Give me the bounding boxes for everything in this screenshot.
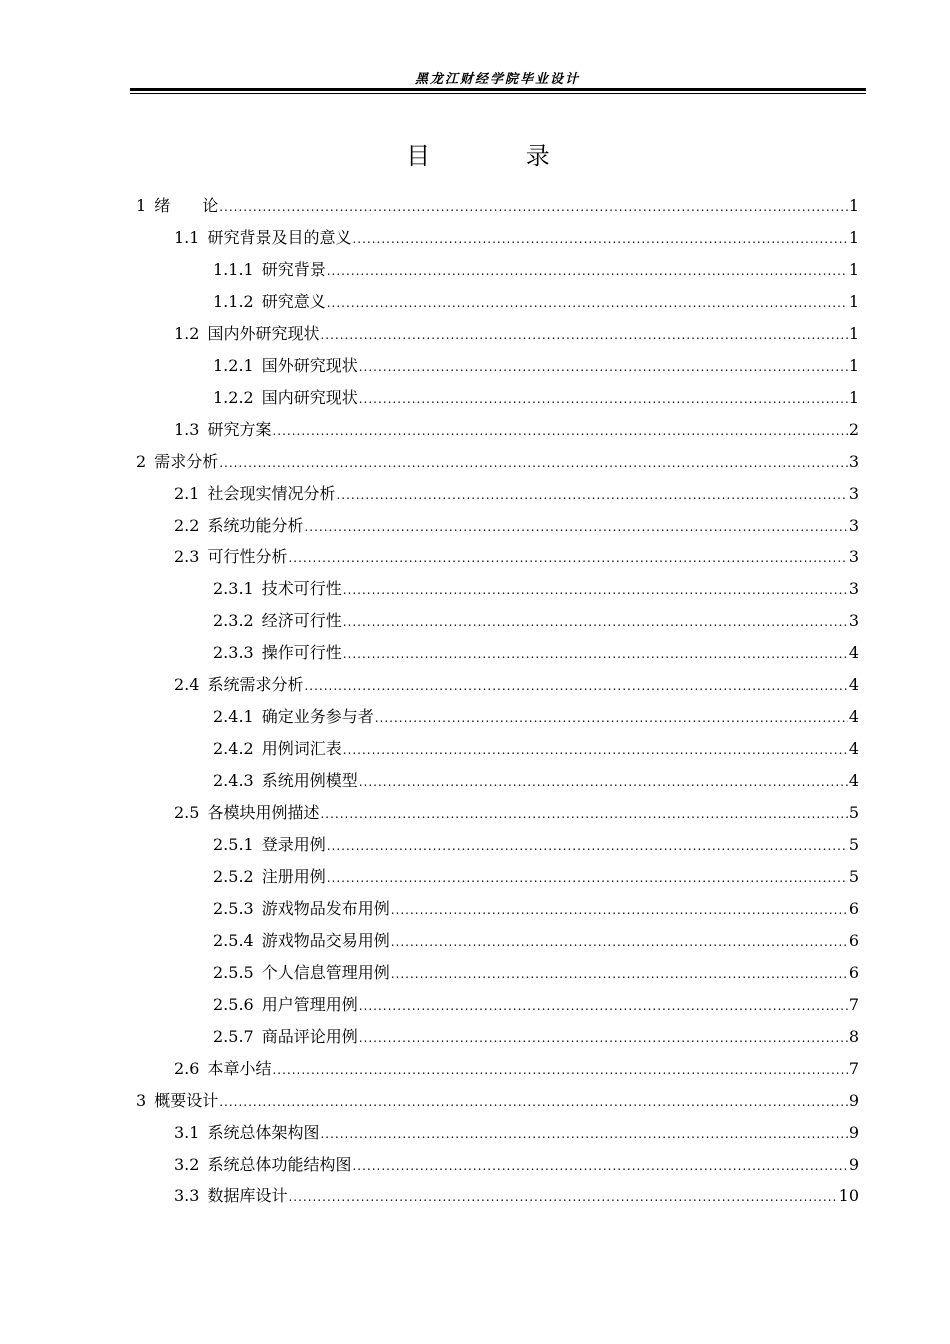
toc-entry[interactable] [174,414,859,446]
toc-entry[interactable] [213,286,859,318]
toc-dot-leader [327,862,848,894]
toc-entry-page: 5 [848,803,859,823]
toc-entry-title: 确定业务参与者 [261,707,374,727]
toc-entry-page: 9 [848,1122,859,1142]
toc-entry[interactable] [213,765,859,797]
toc-dot-leader [359,766,848,798]
toc-entry[interactable] [213,637,859,669]
toc-entry[interactable] [213,989,859,1021]
toc-entry-number: 2.4.2 [213,739,254,759]
toc-dot-leader [343,638,848,670]
toc-entry[interactable] [174,1180,859,1212]
toc-entry-page: 9 [848,1154,859,1174]
toc-entry-page: 1 [848,196,859,215]
toc-entry-title: 需求分析 [154,451,219,471]
toc-entry-number: 1.1.2 [213,291,254,311]
toc-entry-number: 3 [136,1090,147,1110]
toc-entry-number: 2.5.6 [213,994,254,1014]
toc-dot-leader [375,702,848,734]
toc-entry-number: 2.5.5 [213,962,254,982]
toc-entry-page: 3 [848,611,859,631]
toc-entry-number: 2.5.3 [213,898,254,918]
toc-entry-title: 系统总体架构图 [207,1122,320,1142]
toc-entry-number: 2.5.7 [213,1026,254,1046]
toc-entry-title: 技术可行性 [261,579,342,599]
toc-entry[interactable] [174,510,859,542]
toc-dot-leader [352,223,847,255]
toc-entry-title: 概要设计 [154,1090,219,1110]
toc-entry[interactable] [174,1149,859,1181]
toc-entry-number: 2.3.2 [213,611,254,631]
toc-entry-title: 国内研究现状 [261,387,358,407]
toc-entry[interactable] [174,797,859,829]
toc-entry-number: 1.2 [174,323,200,343]
toc-entry-title: 系统总体功能结构图 [207,1154,352,1174]
toc-entry-page: 4 [848,675,859,695]
toc-dot-leader [219,1086,848,1118]
toc-entry-number: 2.6 [174,1058,200,1078]
toc-entry-page: 10 [838,1186,859,1206]
toc-dot-leader [219,447,848,479]
toc-dot-leader [391,926,848,958]
toc-dot-leader [320,319,847,351]
toc-entry-page: 9 [848,1090,859,1110]
toc-entry-number: 3.1 [174,1122,200,1142]
toc-entry[interactable] [213,1021,859,1053]
toc-entry[interactable] [213,350,859,382]
toc-entry-number: 1 [136,196,147,215]
toc-entry[interactable] [174,318,859,350]
toc-entry-number: 1.2.1 [213,355,254,375]
toc-entry-title: 注册用例 [261,866,326,886]
toc-entry-number: 2.5.2 [213,866,254,886]
toc-dot-leader [359,351,848,383]
toc-entry-page: 3 [848,547,859,567]
toc-dot-leader [272,1054,847,1086]
toc-dot-leader [391,894,848,926]
toc-entry-title: 商品评论用例 [261,1026,358,1046]
toc-entry-title: 数据库设计 [207,1186,288,1206]
toc-entry-page: 1 [848,323,859,343]
toc-dot-leader [304,670,847,702]
toc-entry-title: 系统功能分析 [207,515,304,535]
toc-entry[interactable] [213,861,859,893]
toc-entry[interactable] [174,1053,859,1085]
toc-entry-page: 6 [848,930,859,950]
toc-entry[interactable] [213,893,859,925]
toc-entry-title: 本章小结 [207,1058,272,1078]
toc-dot-leader [336,479,847,511]
toc-entry-page: 7 [848,994,859,1014]
toc-dot-leader [359,990,848,1022]
toc-entry[interactable] [213,701,859,733]
toc-entry-title: 研究背景及目的意义 [207,227,352,247]
toc-entry-page: 5 [848,866,859,886]
toc-dot-leader [272,415,847,447]
toc-entry[interactable] [213,829,859,861]
toc-entry-page: 1 [848,291,859,311]
toc-entry[interactable] [213,605,859,637]
toc-entry[interactable] [174,222,859,254]
toc-entry-number: 2.5.1 [213,835,254,854]
toc-entry[interactable] [213,925,859,957]
toc-entry-page: 1 [848,227,859,247]
toc-entry-page: 5 [848,835,859,854]
toc-entry-page: 8 [848,1026,859,1046]
toc-entry-title: 经济可行性 [261,611,342,631]
toc-entry-title: 研究意义 [261,291,326,311]
toc-dot-leader [343,606,848,638]
toc-entry-page: 3 [848,483,859,503]
toc-entry-title: 研究方案 [207,419,272,439]
toc-entry-title: 游戏物品发布用例 [261,898,390,918]
toc-entry[interactable] [213,957,859,989]
toc-entry-number: 1.2.2 [213,387,254,407]
toc-entry-number: 2.4 [174,675,200,695]
toc-entry[interactable] [213,382,859,414]
toc-entry[interactable] [174,541,859,573]
toc-entry-number: 2.3.3 [213,643,254,663]
toc-entry-number: 1.1 [174,227,200,247]
toc-entry-page: 6 [848,962,859,982]
toc-dot-leader [288,542,847,574]
toc-entry-number: 1.1.1 [213,259,254,279]
toc-entry-title: 各模块用例描述 [207,803,320,823]
toc-entry-page: 6 [848,898,859,918]
toc-entry-title: 国内外研究现状 [207,323,320,343]
toc-entry-number: 1.3 [174,419,200,439]
toc-entry-page: 1 [848,259,859,279]
toc-entry-title: 社会现实情况分析 [207,483,336,503]
toc-entry-title: 用户管理用例 [261,994,358,1014]
toc-dot-leader [327,830,848,862]
toc-entry-title: 操作可行性 [261,643,342,663]
toc-entry-title: 登录用例 [261,835,326,854]
toc-dot-leader [327,255,848,287]
toc-entry-title: 国外研究现状 [261,355,358,375]
toc-dot-leader [352,1150,847,1182]
toc-entry[interactable] [136,190,859,222]
toc-entry-page: 4 [848,643,859,663]
toc-dot-leader [343,734,848,766]
toc-entry[interactable] [213,573,859,605]
toc-entry-title: 个人信息管理用例 [261,962,390,982]
toc-entry[interactable] [136,1085,859,1117]
toc-entry-number: 2.1 [174,483,200,503]
toc-entry-number: 2.4.1 [213,707,254,727]
toc-entry-number: 2.3 [174,547,200,567]
toc-entry[interactable] [174,478,859,510]
toc-entry-number: 2.3.1 [213,579,254,599]
toc-entry-number: 3.2 [174,1154,200,1174]
toc-dot-leader [327,287,848,319]
toc-entry-number: 2 [136,451,147,471]
toc-entry-page: 3 [848,515,859,535]
toc-entry[interactable] [174,669,859,701]
toc-title: 目 录 [406,142,594,170]
toc-entry-number: 2.5 [174,803,200,823]
toc-entry-page: 2 [848,419,859,439]
toc-entry-page: 1 [848,387,859,407]
toc-entry[interactable] [174,1117,859,1149]
toc-entry[interactable] [213,254,859,286]
toc-dot-leader [219,191,848,223]
toc-dot-leader [359,1022,848,1054]
toc-entry-title: 可行性分析 [207,547,288,567]
toc-entry-title: 绪 论 [154,196,219,215]
toc-dot-leader [304,511,847,543]
toc-entry-number: 2.5.4 [213,930,254,950]
toc-dot-leader [320,798,847,830]
toc-entry-page: 4 [848,771,859,791]
toc-dot-leader [320,1118,847,1150]
toc-entry-number: 2.4.3 [213,771,254,791]
toc-entry-page: 7 [848,1058,859,1078]
toc-dot-leader [288,1181,837,1213]
toc-entry[interactable] [136,446,859,478]
toc-entry-number: 2.2 [174,515,200,535]
toc-entry-page: 3 [848,451,859,471]
toc-dot-leader [343,574,848,606]
toc-dot-leader [359,383,848,415]
toc-entry-title: 用例词汇表 [261,739,342,759]
toc-entry-page: 4 [848,739,859,759]
toc-entry-number: 3.3 [174,1186,200,1206]
toc-entry-page: 1 [848,355,859,375]
toc-entry-page: 3 [848,579,859,599]
toc-entry-title: 系统用例模型 [261,771,358,791]
header-rule-thick [130,88,866,91]
page-header-title: 黑龙江财经学院毕业设计 [414,72,580,87]
toc-dot-leader [391,958,848,990]
toc-entry-title: 游戏物品交易用例 [261,930,390,950]
toc-entry-title: 研究背景 [261,259,326,279]
toc-entry[interactable] [213,733,859,765]
toc-entry-title: 系统需求分析 [207,675,304,695]
header-rule-thin [130,93,866,94]
toc-entry-page: 4 [848,707,859,727]
